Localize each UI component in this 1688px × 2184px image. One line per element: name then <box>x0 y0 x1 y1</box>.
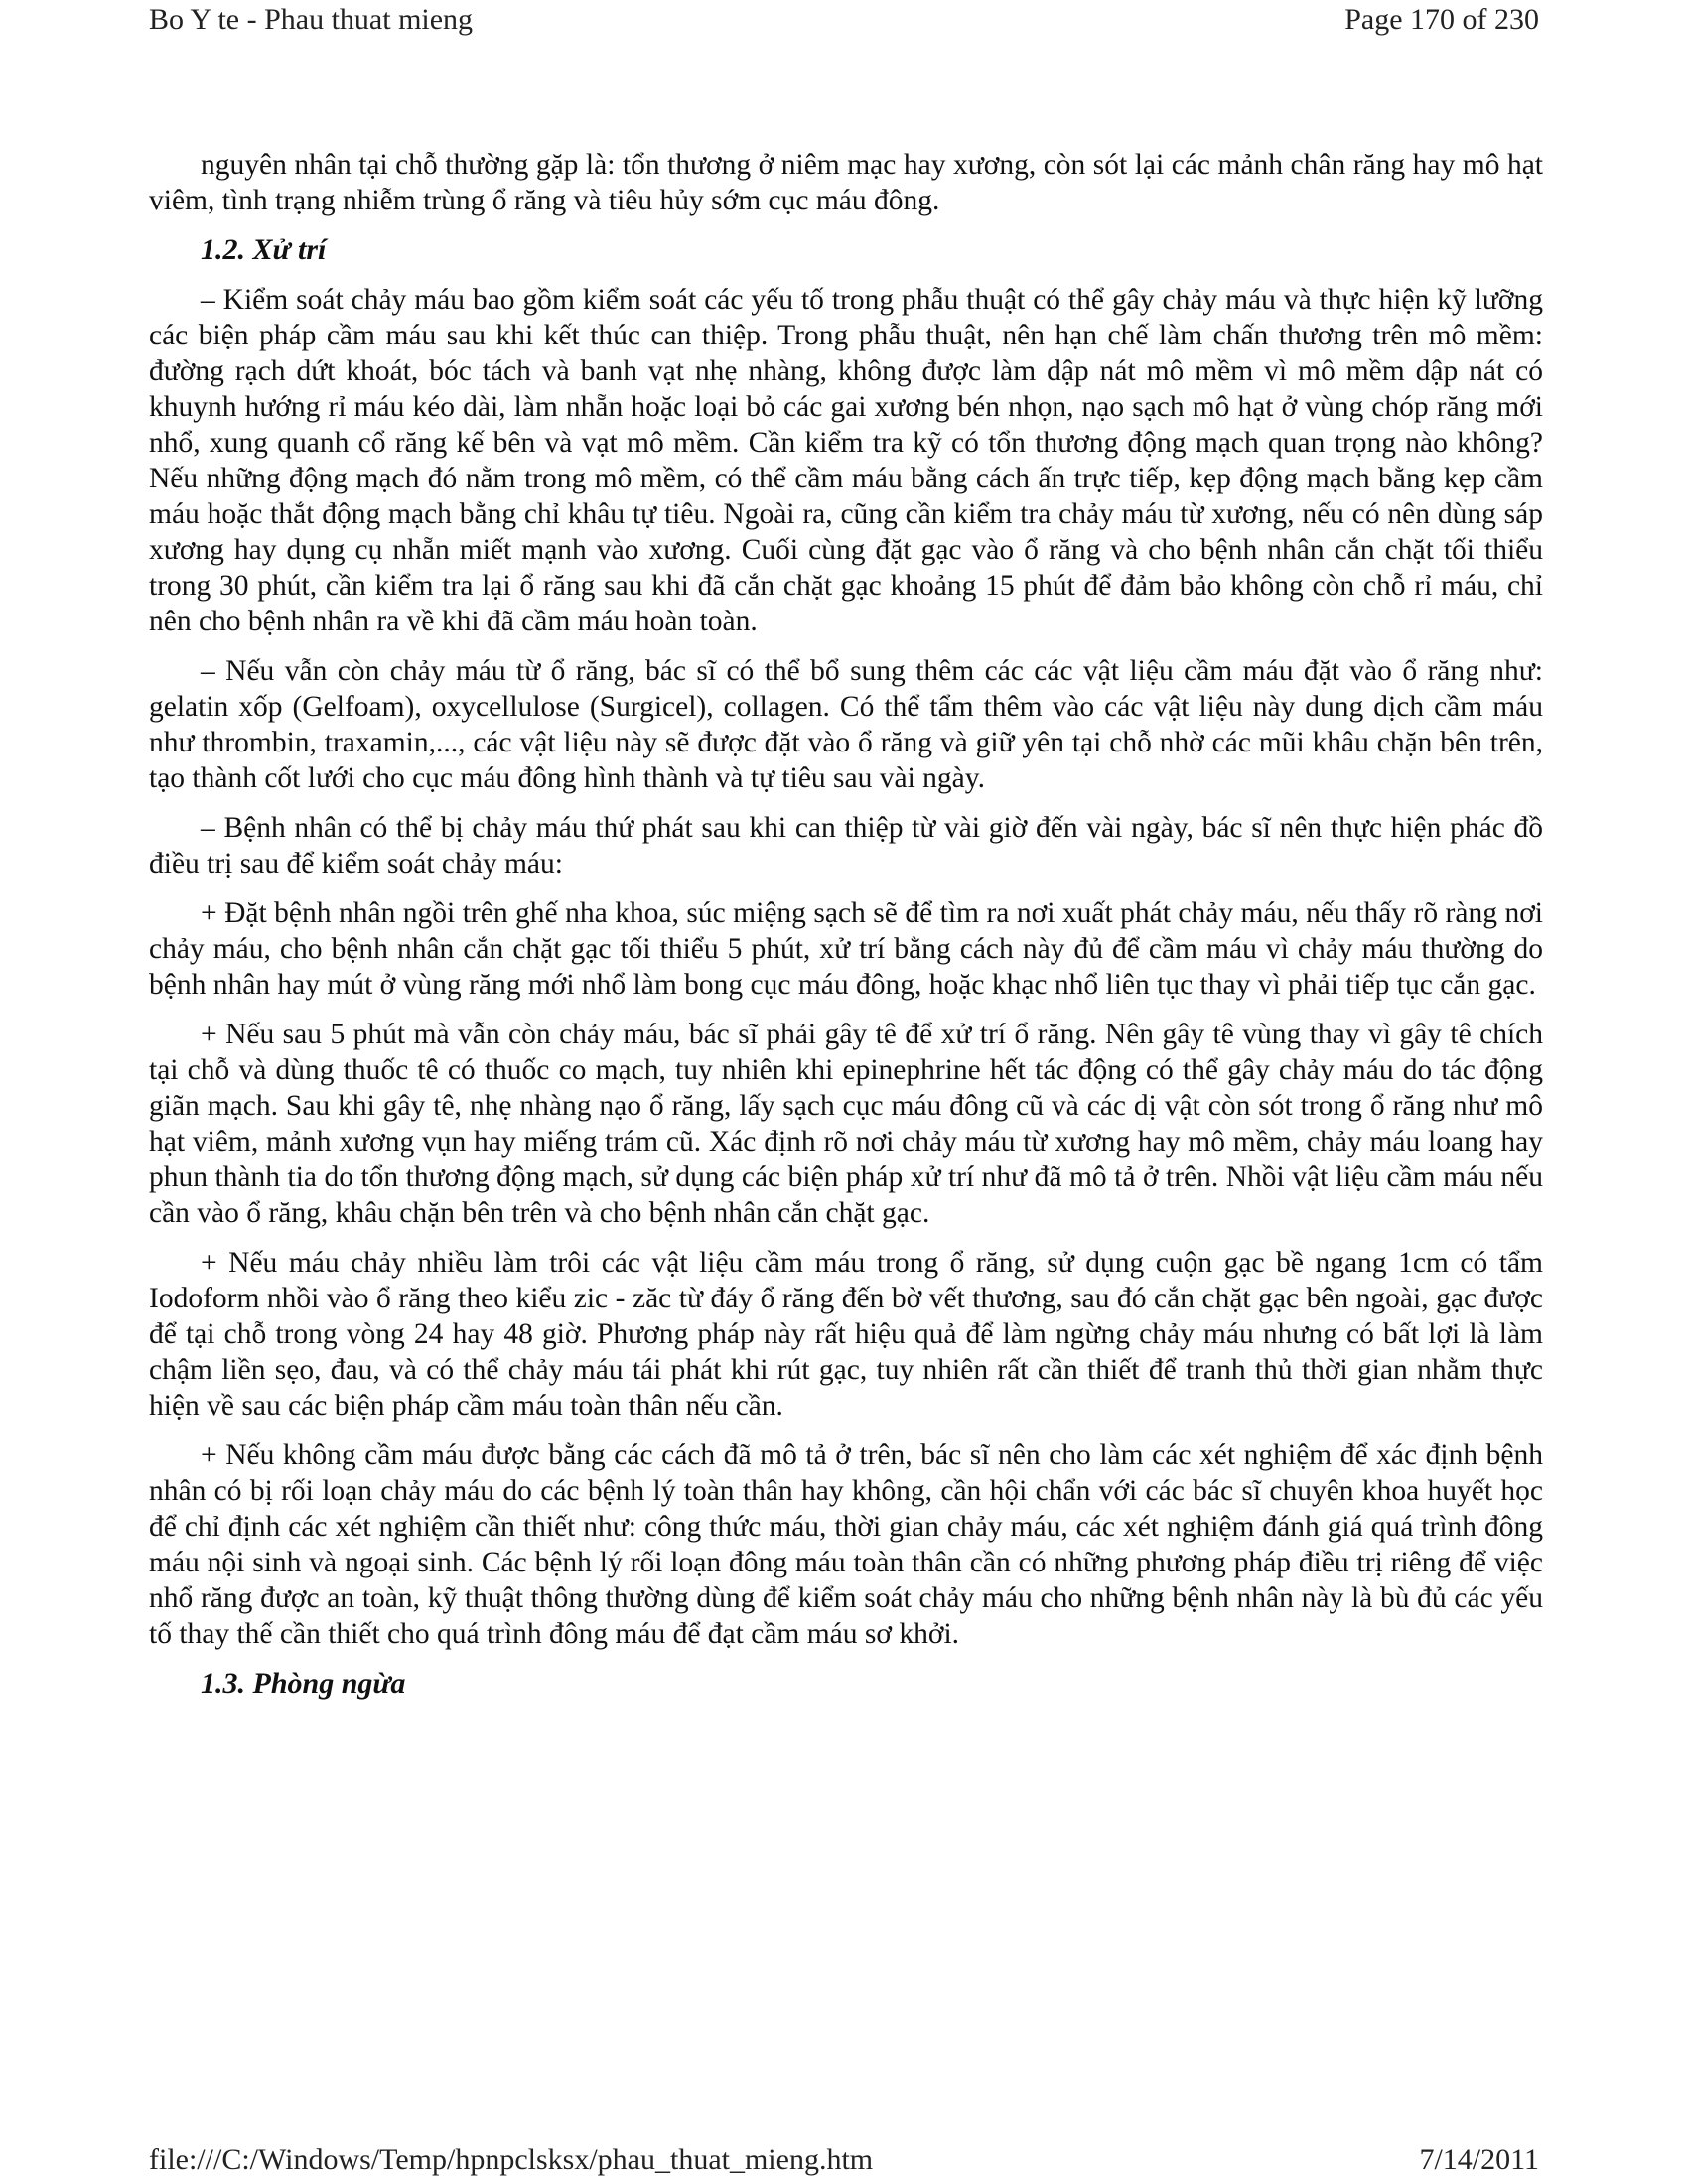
paragraph-5: + Nếu sau 5 phút mà vẫn còn chảy máu, bác sĩ phải gây tê để xử trí ổ răng. Nên gây tê vùng thay vì gây tê chích tại chỗ và dùng thuốc tê có thuốc co mạch, tuy nhiên khi epinephrine hết tác động có thể gây chảy máu do tác động giãn mạch. Sau khi gây tê, nhẹ nhàng nạo ổ răng, lấy sạch cục máu đông cũ và các dị vật còn sót trong ổ răng như mô hạt viêm, mảnh xương vụn hay miếng trám cũ. Xác định rõ nơi chảy máu từ xương hay mô mềm, chảy máu loang hay phun thành tia do tổn thương động mạch, sử dụng các biện pháp xử trí như đã mô tả ở trên. Nhồi vật liệu cầm máu nếu cần vào ổ răng, khâu chặn bên trên và cho bệnh nhân cắn chặt gạc. <box>149 1019 1543 1229</box>
paragraph-2: – Nếu vẫn còn chảy máu từ ổ răng, bác sĩ có thể bổ sung thêm các các vật liệu cầm máu đặt vào ổ răng như: gelatin xốp (Gelfoam), oxycellulose (Surgicel), collagen. Có thể tẩm thêm vào các vật liệu này dung dịch cầm máu như thrombin, traxamin,..., các vật liệu này sẽ được đặt vào ổ răng và giữ yên tại chỗ nhờ các mũi khâu chặn bên trên, tạo thành cốt lưới cho cục máu đông hình thành và tự tiêu sau vài ngày. <box>149 655 1543 794</box>
paragraph-intro: nguyên nhân tại chỗ thường gặp là: tổn thương ở niêm mạc hay xương, còn sót lại các mảnh chân răng hay mô hạt viêm, tình trạng nhiễm trùng ổ răng và tiêu hủy sớm cục máu đông. <box>149 149 1543 216</box>
page-footer <box>149 2140 1539 2180</box>
paragraph-4: + Đặt bệnh nhân ngồi trên ghế nha khoa, súc miệng sạch sẽ để tìm ra nơi xuất phát chảy máu, nếu thấy rõ ràng nơi chảy máu, cho bệnh nhân cắn chặt gạc tối thiểu 5 phút, xử trí bằng cách này đủ để cầm máu vì chảy máu thường do bệnh nhân hay mút ở vùng răng mới nhổ làm bong cục máu đông, hoặc khạc nhổ liên tục thay vì phải tiếp tục cắn gạc. <box>149 897 1543 1001</box>
section-heading-1-3: 1.3. Phòng ngừa <box>201 1667 406 1700</box>
paragraph-1: – Kiểm soát chảy máu bao gồm kiểm soát các yếu tố trong phẫu thuật có thể gây chảy máu và thực hiện kỹ lưỡng các biện pháp cầm máu sau khi kết thúc can thiệp. Trong phẫu thuật, nên hạn chế làm chấn thương trên mô mềm: đường rạch dứt khoát, bóc tách và banh vạt nhẹ nhàng, không được làm dập nát mô mềm vì mô mềm dập nát có khuynh hướng rỉ máu kéo dài, làm nhẵn hoặc loại bỏ các gai xương bén nhọn, nạo sạch mô hạt ở vùng chóp răng mới nhổ, xung quanh cổ răng kế bên và vạt mô mềm. Cần kiểm tra kỹ có tổn thương động mạch quan trọng nào không? Nếu những động mạch đó nằm trong mô mềm, có thể cầm máu bằng cách ấn trực tiếp, kẹp động mạch bằng kẹp cầm máu hoặc thắt động mạch bằng chỉ khâu tự tiêu. Ngoài ra, cũng cần kiểm tra chảy máu từ xương, nếu có nên dùng sáp xương hay dụng cụ nhẵn miết mạnh vào xương. Cuối cùng đặt gạc vào ổ răng và cho bệnh nhân cắn chặt tối thiểu trong 30 phút, cần kiểm tra lại ổ răng sau khi đã cắn chặt gạc khoảng 15 phút để đảm bảo không còn chỗ rỉ máu, chỉ nên cho bệnh nhân ra về khi đã cầm máu hoàn toàn. <box>149 284 1543 637</box>
print-date: 7/14/2011 <box>1419 2143 1539 2176</box>
file-path: file:///C:/Windows/Temp/hpnpclsksx/phau_thuat_mieng.htm <box>149 2143 874 2176</box>
document-title: Bo Y te - Phau thuat mieng <box>149 3 474 36</box>
page-indicator: Page 170 of 230 <box>1344 3 1539 36</box>
document-body <box>149 147 1543 1715</box>
paragraph-7: + Nếu không cầm máu được bằng các cách đã mô tả ở trên, bác sĩ nên cho làm các xét nghiệm để xác định bệnh nhân có bị rối loạn chảy máu do các bệnh lý toàn thân hay không, cần hội chẩn với các bác sĩ chuyên khoa huyết học để chỉ định các xét nghiệm cần thiết như: công thức máu, thời gian chảy máu, các xét nghiệm đánh giá quá trình đông máu nội sinh và ngoại sinh. Các bệnh lý rối loạn đông máu toàn thân cần có những phương pháp điều trị riêng để việc nhổ răng được an toàn, kỹ thuật thông thường dùng để kiểm soát chảy máu cho những bệnh nhân này là bù đủ các yếu tố thay thế cần thiết cho quá trình đông máu để đạt cầm máu sơ khởi. <box>149 1439 1543 1650</box>
page-header <box>149 0 1539 40</box>
paragraph-3: – Bệnh nhân có thể bị chảy máu thứ phát sau khi can thiệp từ vài giờ đến vài ngày, bác sĩ nên thực hiện phác đồ điều trị sau để kiểm soát chảy máu: <box>149 812 1543 880</box>
section-heading-1-2: 1.2. Xử trí <box>201 233 327 266</box>
paragraph-6: + Nếu máu chảy nhiều làm trôi các vật liệu cầm máu trong ổ răng, sử dụng cuộn gạc bề ngang 1cm có tẩm Iodoform nhồi vào ổ răng theo kiểu zic - zăc từ đáy ổ răng đến bờ vết thương, sau đó cắn chặt gạc bên ngoài, gạc được để tại chỗ trong vòng 24 hay 48 giờ. Phương pháp này rất hiệu quả để làm ngừng chảy máu nhưng có bất lợi là làm chậm liền sẹo, đau, và có thể chảy máu tái phát khi rút gạc, tuy nhiên rất cần thiết để tranh thủ thời gian nhằm thực hiện về sau các biện pháp cầm máu toàn thân nếu cần. <box>149 1247 1543 1422</box>
